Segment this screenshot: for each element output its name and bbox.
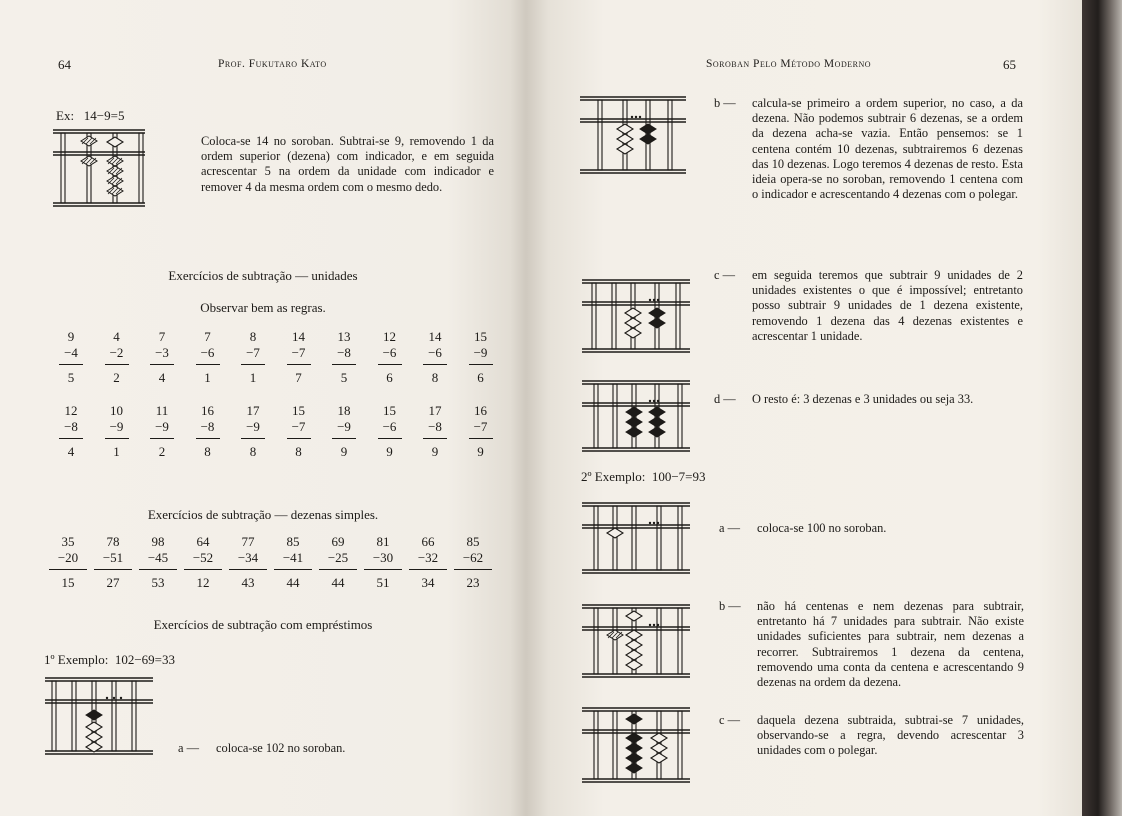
ex2-step-c-text: daquela dezena subtraida, subtrai-se 7 unidades, observando-se a regra, devendo acrescentar 3 unidades com o polegar. xyxy=(757,713,1024,758)
exercise-rule xyxy=(364,569,402,570)
exercise-rule xyxy=(409,569,447,570)
abacus-bead-solid xyxy=(626,407,642,417)
exercise-rule xyxy=(469,438,493,439)
exercise-minuend: 35 xyxy=(61,534,75,549)
exercise-subtrahend: −45 xyxy=(147,550,169,565)
example-explanation: Coloca-se 14 no soroban. Subtrai-se 9, removendo 1 da ordem superior (dezena) com indicador, e em seguida acrescentar 5 na ordem da unidade com indicador e remover 4 da mesma ordem com o mesmo dedo. xyxy=(201,134,494,194)
exercise-rule xyxy=(454,569,492,570)
abacus-bead-outline xyxy=(107,137,123,147)
abacus-rod xyxy=(594,608,598,674)
exercise-minuend: 17 xyxy=(428,403,442,418)
exercise-minuend: 85 xyxy=(466,534,480,549)
abacus-bead-outline xyxy=(617,134,633,144)
exercise-subtrahend: −7 xyxy=(291,345,306,360)
exercise-minuend: 15 xyxy=(292,403,305,418)
exercise-subtrahend: −7 xyxy=(291,419,306,434)
exercise-subtrahend: −52 xyxy=(192,550,214,565)
abacus-unit-dot xyxy=(653,400,655,402)
exercise-subtrahend: −4 xyxy=(64,345,78,360)
right-running-header: Soroban Pelo Método Moderno xyxy=(706,58,871,70)
abacus-rod xyxy=(678,384,682,448)
abacus-bead-solid xyxy=(649,427,665,437)
exercise-minuend: 15 xyxy=(383,403,396,418)
exercise-rule xyxy=(332,364,356,365)
abacus-unit-dot xyxy=(631,116,633,118)
exercise-rule xyxy=(423,364,447,365)
exercise-minuend: 15 xyxy=(474,329,487,344)
exercise-result: 9 xyxy=(477,444,484,459)
exercise-subtrahend: −9 xyxy=(109,419,124,434)
step-a-text: coloca-se 102 no soroban. xyxy=(216,741,346,755)
abacus-rod xyxy=(613,384,617,448)
exercise-result: 2 xyxy=(113,370,120,385)
exercise-result: 8 xyxy=(249,444,257,459)
exercise-problem xyxy=(192,329,224,386)
exercise-rule xyxy=(287,364,311,365)
exercise-subtrahend: −6 xyxy=(382,345,397,360)
exercise-problem xyxy=(101,329,133,386)
left-running-header: Prof. Fukutaro Kato xyxy=(218,58,327,70)
exercise-problem xyxy=(409,534,447,591)
soroban-diagram-ex2-a xyxy=(582,500,690,576)
abacus-unit-dot xyxy=(653,522,655,524)
soroban-diagram-step-c xyxy=(582,277,690,355)
exercise-rule xyxy=(229,569,267,570)
exercise-problem xyxy=(237,329,269,386)
abacus-rod xyxy=(657,608,661,674)
abacus-rod xyxy=(676,283,680,349)
abacus-bead-outline xyxy=(626,611,642,621)
exercise-result: 6 xyxy=(386,370,393,385)
abacus-rod xyxy=(594,384,598,448)
exercise-rule xyxy=(105,364,129,365)
abacus-bead-solid xyxy=(626,763,642,773)
abacus-rod xyxy=(678,608,682,674)
exercise-result: 1 xyxy=(249,370,257,385)
exercise-rule xyxy=(332,438,356,439)
abacus-bead-outline xyxy=(626,650,642,660)
exercise-subtrahend: −51 xyxy=(102,550,124,565)
exercise-rule xyxy=(287,438,311,439)
exercise-problem xyxy=(55,329,87,386)
exercise-subtrahend: −30 xyxy=(372,550,394,565)
exercise-minuend: 14 xyxy=(428,329,442,344)
abacus-unit-dot xyxy=(653,624,655,626)
abacus-rod xyxy=(657,506,661,570)
units-subheading: Observar bem as regras. xyxy=(200,300,326,315)
abacus-bead-outline xyxy=(651,733,667,743)
book-spine xyxy=(1082,0,1122,816)
exercise-minuend: 9 xyxy=(67,329,75,344)
exercise-minuend: 17 xyxy=(246,403,260,418)
abacus-bead-solid xyxy=(626,753,642,763)
example2-title: 2º Exemplo: 100−7=93 xyxy=(581,469,706,484)
abacus-bead-solid xyxy=(649,417,665,427)
abacus-unit-dot xyxy=(120,697,122,699)
exercise-minuend: 85 xyxy=(286,534,300,549)
exercise-subtrahend: −25 xyxy=(327,550,349,565)
exercise-rule xyxy=(49,569,87,570)
abacus-unit-dot xyxy=(113,697,115,699)
abacus-bead-solid xyxy=(649,308,665,318)
step-b xyxy=(714,96,1023,202)
exercise-result: 44 xyxy=(286,575,300,590)
abacus-unit-dot xyxy=(649,522,651,524)
exercise-rule xyxy=(378,364,402,365)
exercise-problem xyxy=(374,329,406,386)
exercise-result: 1 xyxy=(204,370,211,385)
abacus-bead-outline xyxy=(625,328,641,338)
exercise-minuend: 18 xyxy=(337,403,351,418)
exercise-rule xyxy=(139,569,177,570)
exercise-problem xyxy=(192,403,224,460)
abacus-bead-outline xyxy=(626,630,642,640)
ex2-step-c xyxy=(719,713,1024,759)
soroban-diagram-ex xyxy=(53,127,145,209)
step-a xyxy=(178,741,478,756)
abacus-rod xyxy=(613,711,617,779)
soroban-diagram-step-a xyxy=(45,675,153,757)
exercise-result: 4 xyxy=(67,444,75,459)
soroban-diagram-ex2-b xyxy=(582,602,690,680)
exercise-subtrahend: −8 xyxy=(200,419,215,434)
exercise-minuend: 13 xyxy=(337,329,351,344)
exercise-result: 23 xyxy=(466,575,480,590)
exercise-problem xyxy=(274,534,312,591)
exercise-problem xyxy=(101,403,133,460)
soroban-diagram-step-b xyxy=(580,94,686,176)
exercise-result: 5 xyxy=(67,370,75,385)
exercise-rule xyxy=(94,569,132,570)
exercise-result: 8 xyxy=(204,444,211,459)
tens-heading: Exercícios de subtração — dezenas simples. xyxy=(147,507,379,522)
abacus-rod xyxy=(52,681,56,751)
exercise-problem xyxy=(319,534,357,591)
exercise-minuend: 77 xyxy=(241,534,255,549)
exercise-rule xyxy=(319,569,357,570)
ex2-step-a xyxy=(719,521,1019,536)
step-d xyxy=(714,392,1034,407)
abacus-rod xyxy=(678,506,682,570)
exercise-subtrahend: −6 xyxy=(200,345,215,360)
abacus-bead-outline xyxy=(86,732,102,742)
abacus-bead-outline xyxy=(625,308,641,318)
exercise-minuend: 12 xyxy=(383,329,396,344)
exercise-result: 9 xyxy=(386,444,393,459)
exercise-problem xyxy=(184,534,222,591)
exercise-subtrahend: −2 xyxy=(109,345,124,360)
abacus-rod xyxy=(668,100,672,170)
abacus-rod xyxy=(598,100,602,170)
exercise-result: 27 xyxy=(106,575,120,590)
ex2-step-b xyxy=(719,599,1024,690)
exercise-subtrahend: −34 xyxy=(237,550,259,565)
abacus-rod xyxy=(594,711,598,779)
abacus-bead-outline xyxy=(626,640,642,650)
soroban-diagram-ex2-c xyxy=(582,705,690,785)
exercise-result: 53 xyxy=(151,575,165,590)
abacus-bead-outline xyxy=(651,753,667,763)
exercise-problem xyxy=(94,534,132,591)
abacus-rod xyxy=(612,283,616,349)
step-b-text: calcula-se primeiro a ordem superior, no caso, a da dezena. Não podemos subtrair 6 dezenas, se a ordem da dezena acha-se vazia. Então pensemos: se 1 centena contém 10 dezenas, subtrairemos 6 dezenas das 10 dezenas. Logo teremos 4 dezenas de resto. Esta ideia opera-se no soroban, removendo 1 centena com o indicador e acrescentando 4 dezenas com o polegar. xyxy=(752,96,1023,202)
abacus-unit-dot xyxy=(657,400,659,402)
exercise-minuend: 12 xyxy=(64,403,78,418)
abacus-bead-outline xyxy=(86,722,102,732)
exercise-result: 9 xyxy=(431,444,439,459)
exercise-problem xyxy=(283,329,315,386)
exercise-minuend: 81 xyxy=(376,534,390,549)
abacus-bead-outline xyxy=(651,743,667,753)
exercise-minuend: 7 xyxy=(158,329,166,344)
exercise-result: 8 xyxy=(295,444,302,459)
exercise-result: 9 xyxy=(340,444,348,459)
exercise-minuend: 8 xyxy=(249,329,257,344)
abacus-bead-outline xyxy=(625,318,641,328)
exercise-minuend: 16 xyxy=(201,403,214,418)
abacus-rod xyxy=(61,133,65,203)
borrow-heading: Exercícios de subtração com empréstimos xyxy=(153,617,373,632)
step-d-text: O resto é: 3 dezenas e 3 unidades ou seja 33. xyxy=(752,392,974,406)
abacus-rod xyxy=(592,283,596,349)
exercise-problem xyxy=(139,534,177,591)
abacus-unit-dot xyxy=(657,522,659,524)
abacus-bead-solid xyxy=(640,134,656,144)
step-c-text: em seguida teremos que subtrair 9 unidades de 2 unidades existentes o que é impossível; entretanto posso subtrair 9 unidades de 1 dezena existente, removendo 1 dezena das 4 dezenas existentes e acrescentar 1 unidade. xyxy=(752,268,1023,343)
exercise-rule xyxy=(150,438,174,439)
abacus-bead-solid xyxy=(649,407,665,417)
exercise-problem xyxy=(146,403,178,460)
exercise-result: 12 xyxy=(196,575,210,590)
exercise-minuend: 11 xyxy=(155,403,169,418)
exercise-minuend: 66 xyxy=(421,534,435,549)
abacus-bead-solid xyxy=(649,318,665,328)
exercise-minuend: 78 xyxy=(106,534,120,549)
exercise-rule xyxy=(274,569,312,570)
exercise-minuend: 7 xyxy=(204,329,211,344)
abacus-unit-dot xyxy=(639,116,641,118)
exercise-minuend: 4 xyxy=(113,329,120,344)
ex2-step-a-text: coloca-se 100 no soroban. xyxy=(757,521,887,535)
exercise-result: 34 xyxy=(421,575,435,590)
abacus-unit-dot xyxy=(649,400,651,402)
exercise-result: 7 xyxy=(295,370,302,385)
exercise-subtrahend: −6 xyxy=(428,345,442,360)
abacus-rod xyxy=(132,681,136,751)
exercise-problem xyxy=(283,403,315,460)
exercise-rule xyxy=(59,438,83,439)
exercise-problem xyxy=(49,534,87,591)
step-c-label: c — xyxy=(714,268,735,282)
exercise-problem xyxy=(328,329,360,386)
exercise-minuend: 64 xyxy=(196,534,210,549)
exercise-rule xyxy=(378,438,402,439)
abacus-rod xyxy=(139,133,143,203)
abacus-bead-solid xyxy=(626,417,642,427)
exercise-problem xyxy=(454,534,492,591)
abacus-rod xyxy=(594,506,598,570)
abacus-bead-outline xyxy=(626,660,642,670)
exercise-result: 5 xyxy=(340,370,348,385)
exercise-result: 1 xyxy=(113,444,120,459)
abacus-bead-solid xyxy=(626,743,642,753)
abacus-bead-solid xyxy=(86,710,102,720)
abacus-rod xyxy=(632,506,636,570)
exercise-result: 2 xyxy=(158,444,166,459)
exercise-rule xyxy=(184,569,222,570)
abacus-bead-solid xyxy=(640,124,656,134)
exercise-rule xyxy=(59,364,83,365)
abacus-unit-dot xyxy=(653,299,655,301)
exercise-rule xyxy=(469,364,493,365)
exercise-minuend: 98 xyxy=(151,534,165,549)
exercise-result: 15 xyxy=(61,575,75,590)
exercise-subtrahend: −32 xyxy=(417,550,439,565)
step-a-label: a — xyxy=(178,741,199,755)
exercise-problem xyxy=(237,403,269,460)
exercise-result: 44 xyxy=(331,575,345,590)
abacus-bead-outline xyxy=(617,144,633,154)
exercise-result: 6 xyxy=(477,370,484,385)
step-d-label: d — xyxy=(714,392,736,406)
soroban-diagram-step-d xyxy=(582,378,690,454)
exercise-subtrahend: −3 xyxy=(155,345,169,360)
exercise-subtrahend: −9 xyxy=(155,419,169,434)
example-title: Ex: 14−9=5 xyxy=(56,108,125,123)
abacus-bead-outline xyxy=(607,528,623,538)
abacus-bead-outline xyxy=(617,124,633,134)
exercise-subtrahend: −62 xyxy=(462,550,484,565)
exercise-result: 51 xyxy=(376,575,390,590)
exercise-problem xyxy=(364,534,402,591)
left-page-number: 64 xyxy=(58,57,71,72)
exercise-rule xyxy=(196,438,220,439)
exercise-problem xyxy=(419,329,451,386)
step-c xyxy=(714,268,1023,344)
abacus-unit-dot xyxy=(649,624,651,626)
exercise-minuend: 16 xyxy=(474,403,487,418)
exercise-problem xyxy=(419,403,451,460)
exercise-subtrahend: −6 xyxy=(382,419,397,434)
exercise-problem xyxy=(465,329,497,386)
exercise-minuend: 69 xyxy=(331,534,345,549)
ex2-step-b-text: não há centenas e nem dezenas para subtrair, entretanto há 7 unidades para subtrair. Não existe unidades suficientes para subtrair, nem dezenas a recorrer. Subtrairemos 1 dezena da centena, removendo uma conta da centena e acrescentando 9 dezenas na ordem da dezena. xyxy=(757,599,1024,690)
abacus-unit-dot xyxy=(106,697,108,699)
exercise-subtrahend: −8 xyxy=(337,345,351,360)
abacus-unit-dot xyxy=(649,299,651,301)
units-heading: Exercícios de subtração — unidades xyxy=(168,268,358,283)
example1-title: 1º Exemplo: 102−69=33 xyxy=(44,652,175,667)
exercise-result: 8 xyxy=(431,370,439,385)
exercise-subtrahend: −20 xyxy=(57,550,79,565)
abacus-rod xyxy=(613,608,617,674)
ex2-step-c-label: c — xyxy=(719,713,740,727)
exercise-subtrahend: −8 xyxy=(64,419,78,434)
exercise-subtrahend: −9 xyxy=(337,419,351,434)
exercise-rule xyxy=(105,438,129,439)
abacus-bead-solid xyxy=(626,427,642,437)
ex2-step-a-label: a — xyxy=(719,521,740,535)
abacus-bead-solid xyxy=(626,733,642,743)
exercise-minuend: 14 xyxy=(292,329,305,344)
exercise-rule xyxy=(196,364,220,365)
exercise-result: 43 xyxy=(241,575,255,590)
exercise-problem xyxy=(229,534,267,591)
exercise-problem xyxy=(465,403,497,460)
exercise-problem xyxy=(55,403,87,460)
exercise-rule xyxy=(241,438,265,439)
exercise-rule xyxy=(423,438,447,439)
step-b-label: b — xyxy=(714,96,736,110)
abacus-rod xyxy=(72,681,76,751)
exercise-problem xyxy=(146,329,178,386)
right-page-number: 65 xyxy=(1003,57,1016,72)
exercise-problem xyxy=(374,403,406,460)
exercise-minuend: 10 xyxy=(110,403,123,418)
exercise-result: 4 xyxy=(158,370,166,385)
exercise-subtrahend: −8 xyxy=(428,419,442,434)
abacus-rod xyxy=(678,711,682,779)
exercise-subtrahend: −9 xyxy=(473,345,488,360)
abacus-unit-dot xyxy=(657,624,659,626)
exercise-subtrahend: −7 xyxy=(246,345,260,360)
abacus-unit-dot xyxy=(657,299,659,301)
abacus-unit-dot xyxy=(635,116,637,118)
exercise-subtrahend: −9 xyxy=(246,419,260,434)
exercise-subtrahend: −41 xyxy=(282,550,304,565)
exercise-subtrahend: −7 xyxy=(473,419,488,434)
exercise-problem xyxy=(328,403,360,460)
exercise-rule xyxy=(241,364,265,365)
abacus-bead-solid xyxy=(626,714,642,724)
abacus-rod xyxy=(112,681,116,751)
ex2-step-b-label: b — xyxy=(719,599,741,613)
exercise-rule xyxy=(150,364,174,365)
